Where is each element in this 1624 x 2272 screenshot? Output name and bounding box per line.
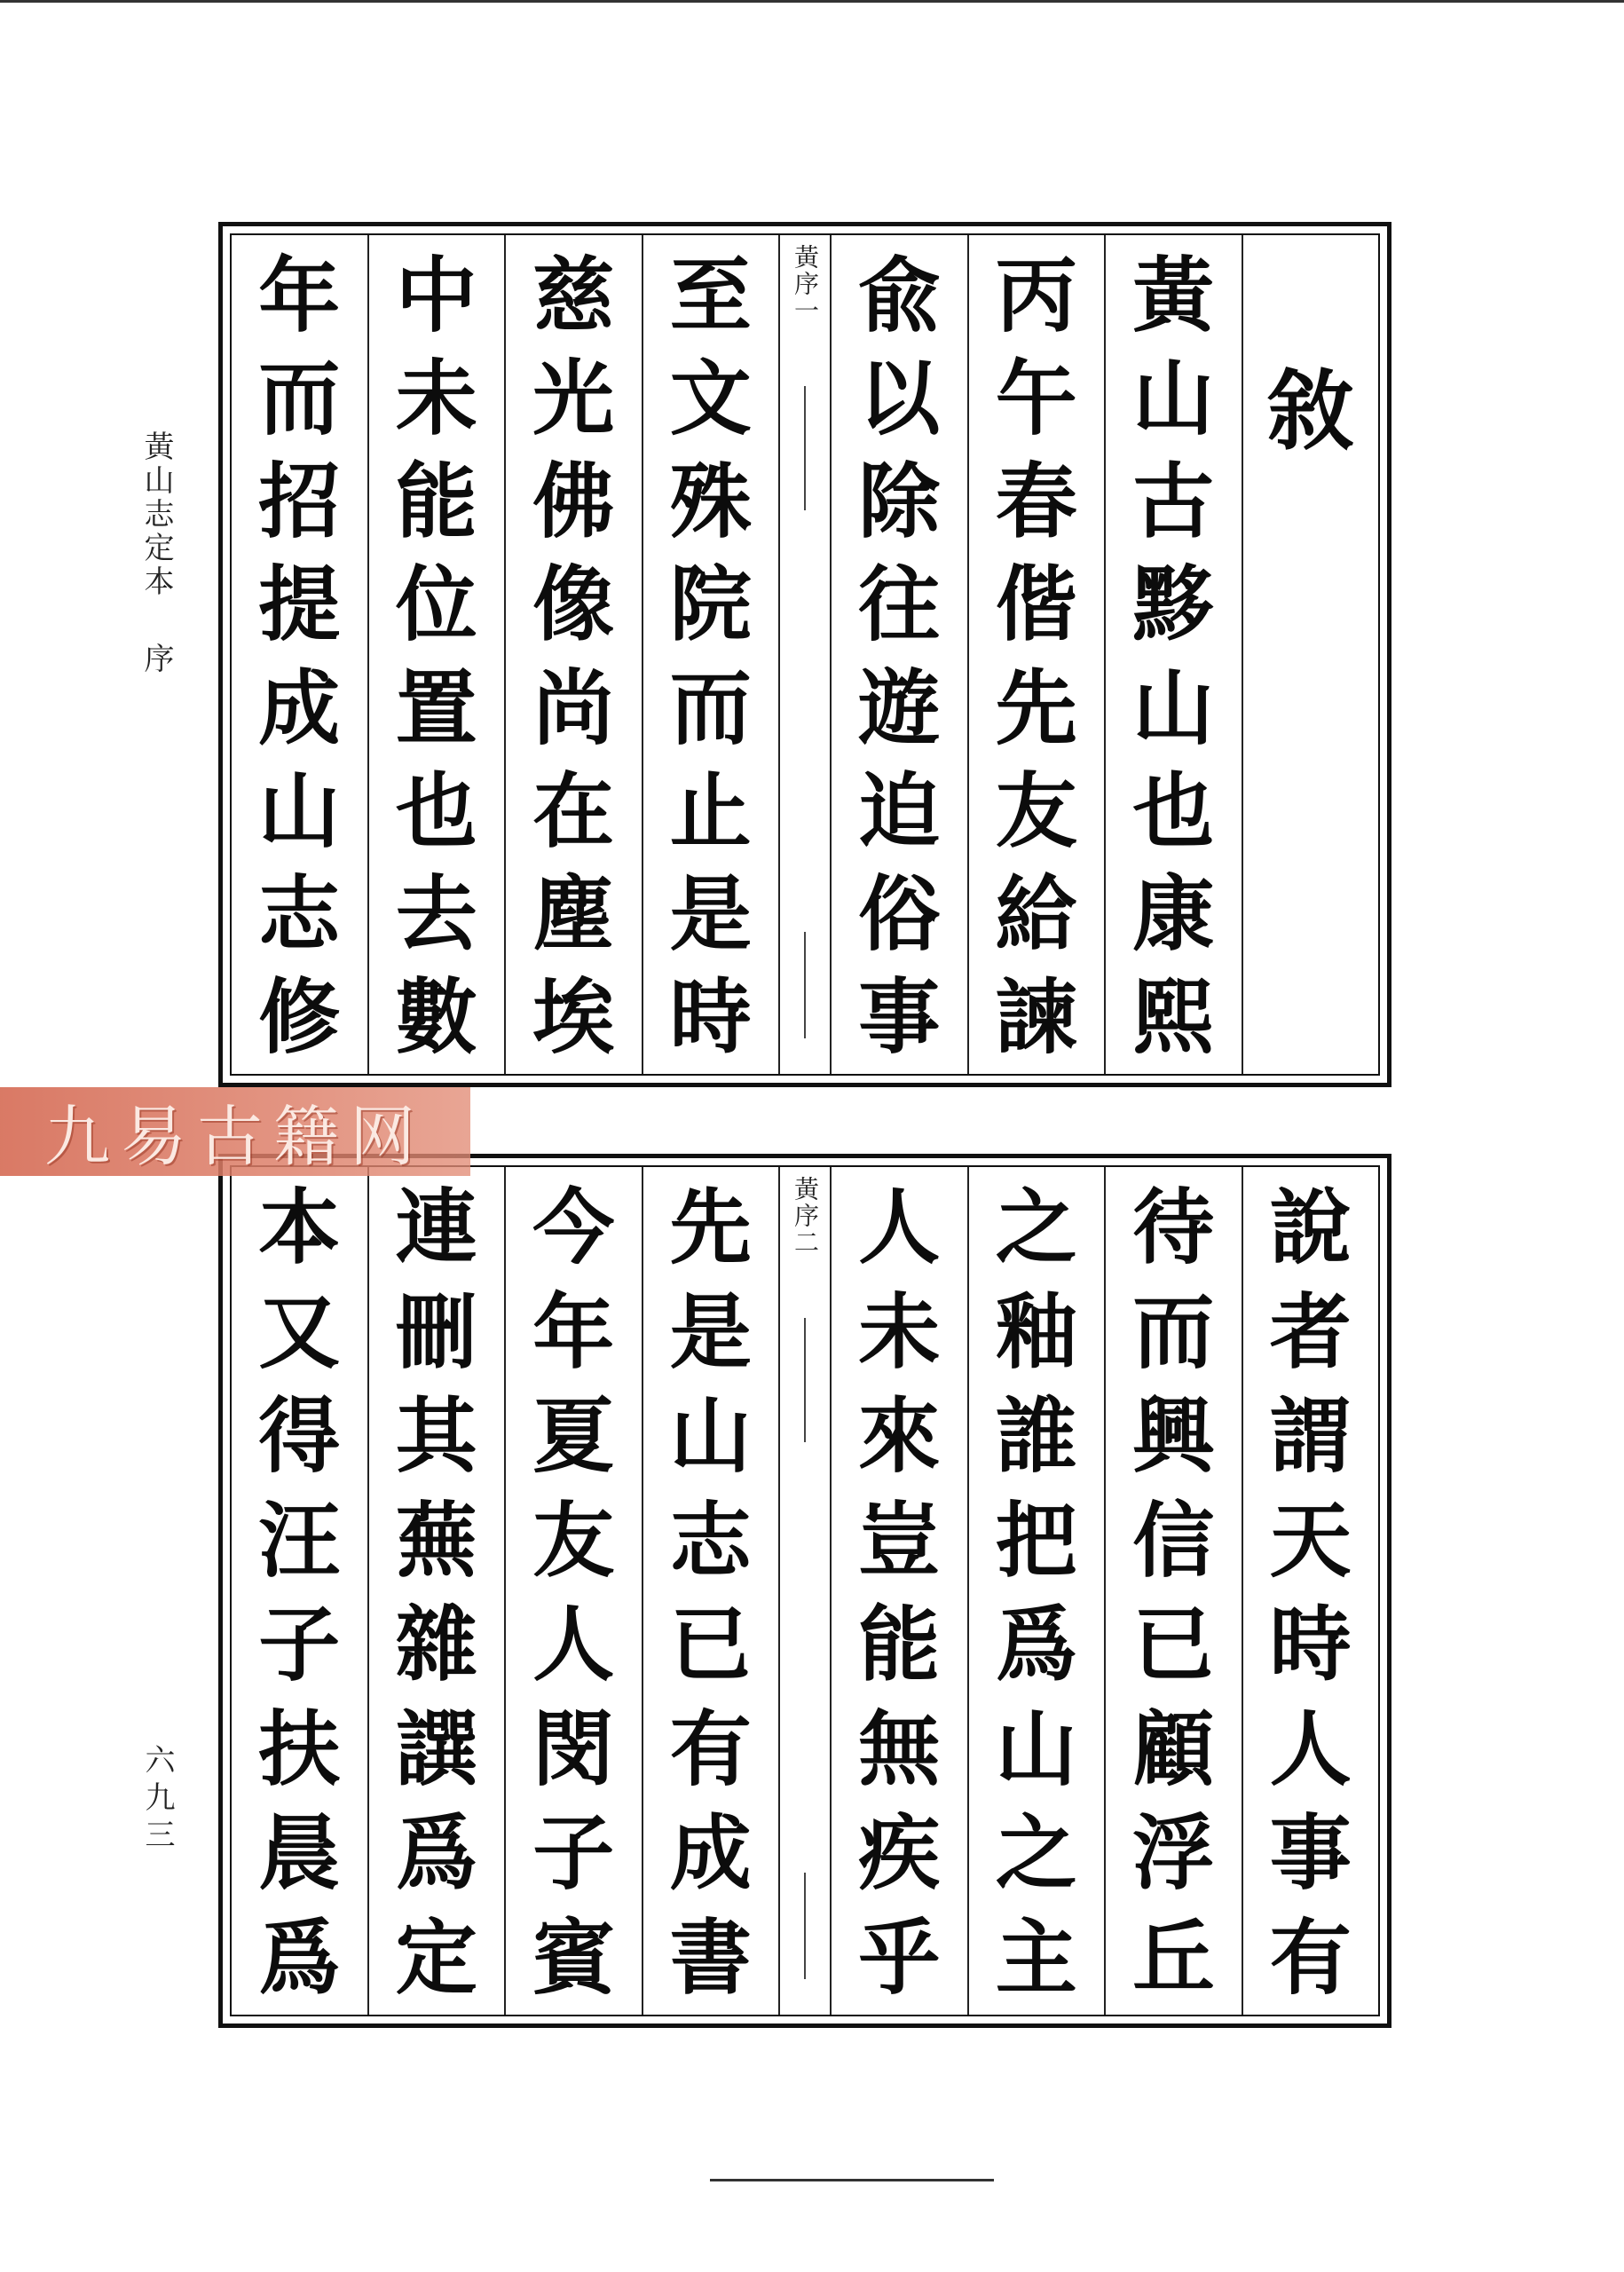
column-character: 來 [858, 1388, 941, 1485]
column-character: 已 [669, 1597, 752, 1693]
column-character: 山 [995, 1700, 1077, 1797]
column-character: 是 [669, 1283, 752, 1380]
book-title: 黃山志定本 [138, 430, 174, 599]
column-character: 佛 [532, 454, 615, 550]
column-character: 之 [995, 1179, 1077, 1275]
column-character: 光 [532, 351, 615, 447]
column-character: 時 [669, 968, 752, 1065]
column-character: 文 [669, 351, 752, 447]
column-character: 其 [395, 1388, 477, 1485]
watermark-text: 九易古籍网 [44, 1099, 426, 1175]
column-character: 除 [858, 454, 941, 550]
text-column [1104, 1167, 1242, 2015]
column-character: 修 [258, 968, 341, 1065]
center-fold-column [778, 235, 830, 1074]
column-character: 子 [532, 1805, 615, 1902]
text-column [504, 1167, 642, 2015]
column-character: 蕪 [395, 1492, 477, 1589]
column-character: 子 [258, 1597, 341, 1693]
column-character: 也 [1132, 762, 1215, 859]
column-character: 黟 [1132, 556, 1215, 653]
column-character: 興 [1132, 1388, 1215, 1485]
column-character: 晨 [258, 1805, 341, 1902]
column-character: 事 [1269, 1805, 1352, 1902]
text-column [367, 1167, 505, 2015]
column-character: 友 [532, 1492, 615, 1589]
column-character: 而 [258, 351, 341, 447]
column-character: 像 [532, 556, 615, 653]
column-character: 能 [858, 1597, 941, 1693]
column-character: 成 [258, 659, 341, 756]
margin-book-title [135, 430, 178, 676]
text-column [830, 1167, 967, 2015]
column-character: 天 [1269, 1492, 1352, 1589]
column-character: 已 [1132, 1597, 1215, 1693]
column-character: 埃 [532, 968, 615, 1065]
column-character: 人 [532, 1597, 615, 1693]
column-character: 偕 [995, 556, 1077, 653]
column-character: 年 [532, 1283, 615, 1380]
column-character: 至 [669, 248, 752, 343]
column-character: 未 [858, 1283, 941, 1380]
column-character: 給 [995, 865, 1077, 962]
text-column [830, 235, 967, 1074]
column-character: 譔 [395, 1700, 477, 1797]
upper-leaf-columns [230, 233, 1380, 1076]
column-character: 迫 [858, 762, 941, 859]
column-character: 志 [669, 1492, 752, 1589]
column-character: 人 [1269, 1700, 1352, 1797]
column-character: 年 [258, 248, 341, 343]
column-character: 未 [395, 351, 477, 447]
fold-mark [804, 386, 806, 510]
column-character: 得 [258, 1388, 341, 1485]
column-character: 置 [395, 659, 477, 756]
column-character: 先 [995, 659, 1077, 756]
column-character: 本 [258, 1179, 341, 1275]
column-character: 熙 [1132, 968, 1215, 1065]
column-character: 爲 [395, 1805, 477, 1902]
column-character: 能 [395, 454, 477, 550]
column-character: 書 [669, 1909, 752, 2006]
column-character: 山 [669, 1388, 752, 1485]
column-character: 謂 [1269, 1388, 1352, 1485]
column-character: 人 [858, 1179, 941, 1275]
text-column [967, 1167, 1105, 2015]
column-character: 俗 [858, 865, 941, 962]
column-character: 尚 [532, 659, 615, 756]
fold-mark [804, 932, 806, 1038]
center-fold-label: 黃序一 [791, 244, 820, 324]
column-character: 信 [1132, 1492, 1215, 1589]
lower-leaf [218, 1154, 1391, 2028]
column-character: 是 [669, 865, 752, 962]
column-character: 敘 [1266, 360, 1354, 462]
text-column [232, 235, 367, 1074]
column-character: 定 [395, 1909, 477, 2006]
column-character: 丙 [995, 248, 1077, 343]
column-character: 賓 [532, 1909, 615, 2006]
column-character: 刪 [395, 1283, 477, 1380]
column-character: 爲 [995, 1597, 1077, 1693]
text-column [1104, 235, 1242, 1074]
column-character: 兪 [858, 248, 941, 343]
text-column [967, 235, 1105, 1074]
column-character: 止 [669, 762, 752, 859]
column-character: 說 [1269, 1179, 1352, 1275]
column-character: 春 [995, 454, 1077, 550]
column-character: 成 [669, 1805, 752, 1902]
column-character: 雜 [395, 1597, 477, 1693]
column-character: 黃 [1132, 248, 1215, 343]
column-character: 先 [669, 1179, 752, 1275]
column-character: 丘 [1132, 1909, 1215, 2006]
fold-mark [804, 1873, 806, 1979]
column-character: 誰 [995, 1388, 1077, 1485]
preface-heading-column [1242, 235, 1379, 1074]
center-fold-column [778, 1167, 830, 2015]
column-character: 有 [1269, 1909, 1352, 2006]
column-character: 有 [669, 1700, 752, 1797]
column-character: 夏 [532, 1388, 615, 1485]
column-character: 今 [532, 1179, 615, 1275]
fold-mark [804, 1318, 806, 1442]
column-character: 位 [395, 556, 477, 653]
column-character: 而 [1132, 1283, 1215, 1380]
text-column [232, 1167, 367, 2015]
column-character: 又 [258, 1283, 341, 1380]
column-character: 提 [258, 556, 341, 653]
column-character: 時 [1269, 1597, 1352, 1693]
lower-leaf-columns [230, 1165, 1380, 2016]
column-character: 閔 [532, 1700, 615, 1797]
column-character: 去 [395, 865, 477, 962]
column-character: 友 [995, 762, 1077, 859]
top-rule [0, 0, 1624, 3]
column-character: 諫 [995, 968, 1077, 1065]
bottom-rule [710, 2179, 994, 2181]
column-character: 山 [1132, 659, 1215, 756]
column-character: 豈 [858, 1492, 941, 1589]
center-fold-label: 黃序二 [791, 1176, 820, 1256]
text-column [642, 1167, 779, 2015]
column-character: 乎 [858, 1909, 941, 2006]
text-column [1242, 1167, 1379, 2015]
column-character: 疾 [858, 1805, 941, 1902]
column-character: 待 [1132, 1179, 1215, 1275]
column-character: 招 [258, 454, 341, 550]
column-character: 也 [395, 762, 477, 859]
column-character: 在 [532, 762, 615, 859]
watermark-banner [0, 1087, 470, 1176]
section-label: 序 [138, 642, 174, 676]
text-column [642, 235, 779, 1074]
column-character: 把 [995, 1492, 1077, 1589]
column-character: 主 [995, 1909, 1077, 2006]
column-character: 中 [395, 248, 477, 343]
upper-leaf [218, 222, 1391, 1087]
column-character: 連 [395, 1179, 477, 1275]
page-number: 六九三 [139, 1744, 175, 1856]
column-character: 志 [258, 865, 341, 962]
column-character: 山 [1132, 351, 1215, 447]
column-character: 往 [858, 556, 941, 653]
text-column [367, 235, 505, 1074]
column-character: 殊 [669, 454, 752, 550]
column-character: 康 [1132, 865, 1215, 962]
column-character: 之 [995, 1805, 1077, 1902]
column-character: 顧 [1132, 1700, 1215, 1797]
column-character: 無 [858, 1700, 941, 1797]
column-character: 古 [1132, 454, 1215, 550]
column-character: 塵 [532, 865, 615, 962]
column-character: 者 [1269, 1283, 1352, 1380]
column-character: 山 [258, 762, 341, 859]
column-character: 汪 [258, 1492, 341, 1589]
column-character: 爲 [258, 1909, 341, 2006]
column-character: 而 [669, 659, 752, 756]
text-column [504, 235, 642, 1074]
column-character: 釉 [995, 1283, 1077, 1380]
column-character: 數 [395, 968, 477, 1065]
column-character: 以 [858, 351, 941, 447]
column-character: 扶 [258, 1700, 341, 1797]
column-character: 事 [858, 968, 941, 1065]
column-character: 慈 [532, 248, 615, 343]
column-character: 院 [669, 556, 752, 653]
column-character: 午 [995, 351, 1077, 447]
column-character: 遊 [858, 659, 941, 756]
column-character: 浮 [1132, 1805, 1215, 1902]
